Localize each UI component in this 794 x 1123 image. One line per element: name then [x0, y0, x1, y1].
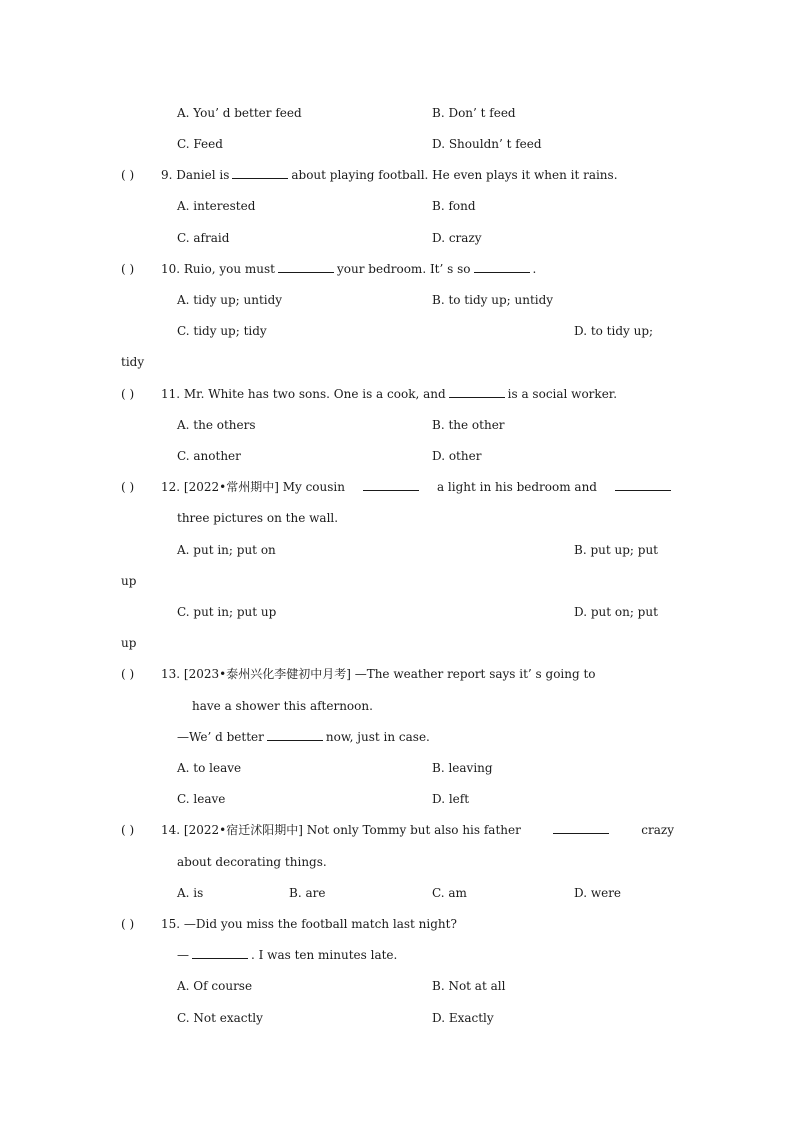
q13-option-d: D. left: [432, 792, 470, 806]
q12-stem: [121, 479, 674, 495]
q9-stem-b: about playing football. He even plays it when it rains.: [291, 168, 618, 182]
q10-stem-c: .: [532, 262, 537, 276]
answer-blank: [267, 729, 323, 741]
q9-option-d: D. crazy: [432, 231, 482, 245]
q13-stem-a: 13. [2023•泰州兴化李健初中月考] —The weather report says it’ s going to: [161, 667, 596, 681]
answer-blank: [192, 947, 248, 959]
q14-stem-line2: about decorating things.: [177, 855, 327, 869]
q8-option-d: D. Shouldn’ t feed: [432, 137, 542, 151]
answer-blank: [615, 479, 671, 491]
q11-option-a: A. the others: [177, 418, 256, 432]
q11-stem-b: is a social worker.: [507, 387, 618, 401]
q15-option-a: A. Of course: [177, 979, 253, 993]
q11-stem: [121, 386, 617, 402]
q11-option-c: C. another: [177, 449, 241, 463]
q15-option-d: D. Exactly: [432, 1011, 494, 1025]
q9-stem-a: 9. Daniel is: [161, 168, 230, 182]
q11-option-d: D. other: [432, 449, 482, 463]
q14-option-c: C. am: [432, 886, 467, 900]
q12-option-b-wrap: up: [121, 574, 137, 588]
answer-paren: ( ): [121, 823, 135, 837]
q12-option-d: D. put on; put: [574, 605, 658, 619]
q13-stem: [121, 666, 596, 682]
q9-option-c: C. afraid: [177, 231, 230, 245]
q14-stem-a: 14. [2022•宿迁沭阳期中] Not only Tommy but also his father: [161, 823, 521, 837]
q12-stem-a: 12. [2022•常州期中] My cousin: [161, 480, 345, 494]
answer-blank: [363, 479, 419, 491]
q13-stem-line3-a: —We’ d better: [177, 730, 264, 744]
q15-stem: [121, 916, 457, 932]
q14-stem-b: crazy: [641, 823, 674, 837]
q13-option-b: B. leaving: [432, 761, 493, 775]
q12-option-b: B. put up; put: [574, 543, 658, 557]
answer-blank: [553, 822, 609, 834]
answer-paren: ( ): [121, 262, 135, 276]
q15-stem-line2-a: —: [177, 948, 189, 962]
q8-option-c: C. Feed: [177, 137, 223, 151]
q10-option-b: B. to tidy up; untidy: [432, 293, 554, 307]
answer-blank: [232, 167, 288, 179]
q10-stem: [121, 261, 536, 277]
q10-stem-b: your bedroom. It’ s so: [337, 262, 471, 276]
q12-option-c: C. put in; put up: [177, 605, 277, 619]
q14-option-a: A. is: [177, 886, 204, 900]
q11-option-b: B. the other: [432, 418, 505, 432]
q14-option-d: D. were: [574, 886, 622, 900]
q9-option-a: A. interested: [177, 199, 256, 213]
q14-option-b: B. are: [289, 886, 326, 900]
q11-stem-a: 11. Mr. White has two sons. One is a cook, and: [161, 387, 446, 401]
q13-option-a: A. to leave: [177, 761, 242, 775]
answer-paren: ( ): [121, 917, 135, 931]
answer-paren: ( ): [121, 480, 135, 494]
q12-stem-b: a light in his bedroom and: [436, 480, 597, 494]
q15-option-b: B. Not at all: [432, 979, 506, 993]
q12-stem-line2: three pictures on the wall.: [177, 511, 339, 525]
q14-stem: [121, 822, 674, 838]
q12-option-d-wrap: up: [121, 636, 137, 650]
q15-stem-line2-b: . I was ten minutes late.: [251, 948, 398, 962]
q8-option-b: B. Don’ t feed: [432, 106, 516, 120]
answer-blank: [278, 261, 334, 273]
answer-blank: [474, 261, 530, 273]
q10-stem-a: 10. Ruio, you must: [161, 262, 275, 276]
answer-blank: [449, 386, 505, 398]
q15-stem-line2: [177, 947, 397, 963]
q15-option-c: C. Not exactly: [177, 1011, 263, 1025]
q9-option-b: B. fond: [432, 199, 476, 213]
q12-option-a: A. put in; put on: [177, 543, 276, 557]
answer-paren: ( ): [121, 387, 135, 401]
q9-stem: [121, 167, 618, 183]
answer-paren: ( ): [121, 667, 135, 681]
q13-stem-line3: [177, 729, 430, 745]
q15-stem-a: 15. —Did you miss the football match last night?: [161, 917, 457, 931]
q10-option-d-wrap: tidy: [121, 355, 145, 369]
q8-option-a: A. You’ d better feed: [177, 106, 302, 120]
q10-option-a: A. tidy up; untidy: [177, 293, 283, 307]
q10-option-d: D. to tidy up;: [574, 324, 654, 338]
q13-stem-line3-b: now, just in case.: [325, 730, 430, 744]
q13-option-c: C. leave: [177, 792, 226, 806]
q10-option-c: C. tidy up; tidy: [177, 324, 267, 338]
answer-paren: ( ): [121, 168, 135, 182]
q13-stem-line2: have a shower this afternoon.: [192, 699, 373, 713]
